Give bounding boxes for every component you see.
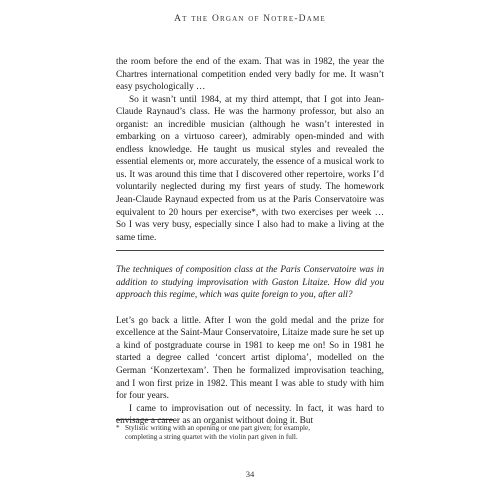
page-number: 34 — [245, 469, 255, 479]
paragraph-continuation: the room before the end of the exam. That was in 1982, the year the Chartres international competition ended very badly for me. It wasn’t easy psychologically … — [116, 57, 384, 93]
answer-paragraph: I came to improvisation out of necessity. In fact, it was hard to envisage a career as an organist without doing it. But — [116, 403, 384, 427]
footnote — [116, 424, 384, 443]
interview-question: The techniques of composition class at the Paris Conservatoire was in addition to studying improvisation with Gaston Litaize. How did you approach this regime, which was quite foreign to you, after all? — [116, 265, 384, 301]
body-text — [116, 56, 384, 428]
running-head: At the Organ of Notre-Dame — [174, 14, 326, 24]
footnote-rule — [116, 419, 174, 420]
paragraph: So it wasn’t until 1984, at my third attempt, that I got into Jean-Claude Raynaud’s class. He was the harmony professor, but also an organist: an incredible musician (although he wasn’t interested in embarking on a virtuoso career), admirably open-minded and with endless knowledge. He taught us musical styles and revealed the essential elements or, more accurately, the essence of a musical work to us. It was around this time that I discovered other repertoire, works I’d voluntarily neglected during my first years of study. The homework Jean-Claude Raynaud expected from us at the Paris Conservatoire was equivalent to 20 hours per exercise*, with two exercises per week … So I was very busy, especially since I also had to make a living at the same time. — [116, 94, 384, 243]
answer-paragraph: Let’s go back a little. After I won the gold medal and the prize for excellence at the Saint-Maur Conservatoire, Litaize made sure he set up a kind of postgraduate course in 1981 to keep me on! So in 1981 he started a degree called ‘concert artist diploma’, modelled on the German ‘Konzertexam’. Then he formalized improvisation teaching, and I won first prize in 1982. This meant I was able to study with him for four years. — [116, 315, 384, 402]
footnote-mark: * — [116, 424, 120, 432]
footnote-text-line1: Stylistic writing with an opening or one part given; for example, — [125, 424, 311, 432]
footnote-text-line2: completing a string quartet with the violin part given in full. — [125, 433, 298, 442]
